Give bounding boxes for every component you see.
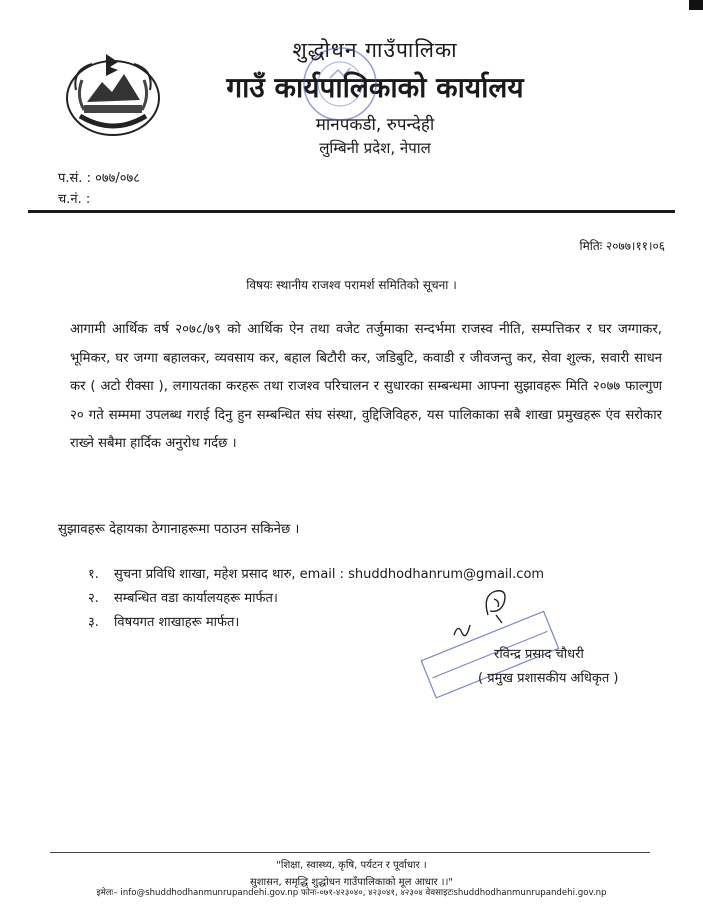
dispatch-number: च.नं. : — [58, 192, 91, 207]
list-item-number: १. — [88, 567, 99, 582]
office-name: गाउँ कार्यपालिकाको कार्यालय — [226, 71, 524, 104]
list-item-text: सम्बन्धित वडा कार्यालयहरू मार्फत। — [114, 591, 278, 606]
nepal-emblem-icon — [62, 50, 164, 138]
office-stamp-icon — [300, 44, 380, 124]
footer-slogan-line1: "शिक्षा, स्वास्थ्य, कृषि, पर्यटन र पूर्वाधार । — [276, 860, 427, 871]
list-item-text: सुचना प्रविधि शाखा, महेश प्रसाद थारु, email : shuddhodhanrum@gmail.com — [114, 567, 545, 582]
footer-contact: इमेलः– info@shuddhodhanmunrupandehi.gov.np फोनः-०७१-४२३०४०, ४२३०४१, ४२३०४ वेवसाइटःshuddhodhanmunrupandehi.gov.np — [96, 888, 607, 898]
list-item — [88, 588, 278, 606]
footer-slogan-line2: सुशासन, समृद्धि शुद्धोधन गाउँपालिकाको मूल आधार ।।" — [250, 877, 453, 888]
signature-icon — [450, 585, 530, 645]
suggestion-intro: सुझावहरू देहायका ठेगानाहरूमा पठाउन सकिनेछ । — [58, 522, 300, 537]
letter-subject: विषयः स्थानीय राजश्व परामर्श समितिको सूचना । — [246, 278, 457, 292]
body-paragraph: आगामी आर्थिक वर्ष २०७८/७९ को आर्थिक ऐन तथा वजेट तर्जुमाका सन्दर्भमा राजस्व नीति, सम्पत्तिकर र घर जग्गाकर, भूमिकर, घर जग्गा बहालकर, व्यवसाय कर, बहाल बिटौरी कर, जडिबुटि, कवाडी र जीवजन्तु कर, सेवा शुल्क, सवारी साधन कर ( अटो रीक्सा ), लगायतका करहरू तथा राजश्व परिचालन र सुधारका सम्बन्धमा आफ्ना सुझावहरू मिति २०७७ फाल्गुण २० गते सम्ममा उपलब्ध गराई दिनु हुन सम्बन्धित संघ संस्था, वुद्दिजिविहरु, यस पालिकाका सबै शाखा प्रमुखहरू एंव सरोकार राख्ने सबैमा हार्दिक अनुरोध गर्दछ । — [70, 322, 662, 451]
reference-number: प.सं. : ०७७/०७८ — [58, 171, 141, 186]
list-item-number: ३. — [88, 615, 99, 630]
list-item — [88, 612, 239, 630]
signatory-name: रविन्द्र प्रसाद चौधरी — [494, 647, 584, 662]
signatory-title: ( प्रमुख प्रशासकीय अधिकृत ) — [478, 671, 619, 686]
list-item-text: विषयगत शाखाहरू मार्फत। — [114, 615, 240, 630]
letter-date: मितिः २०७७।११।०६ — [579, 239, 665, 253]
scan-edge-mark — [689, 0, 703, 10]
office-address: मानपकडी, रुपन्देही — [315, 115, 435, 135]
list-item — [88, 564, 544, 582]
office-province: लुम्बिनी प्रदेश, नेपाल — [319, 139, 431, 157]
municipality-name: शुद्धोधन गाउँपालिका — [292, 38, 458, 62]
list-item-number: २. — [88, 591, 99, 606]
header-divider — [28, 210, 675, 213]
footer-divider — [50, 852, 650, 853]
